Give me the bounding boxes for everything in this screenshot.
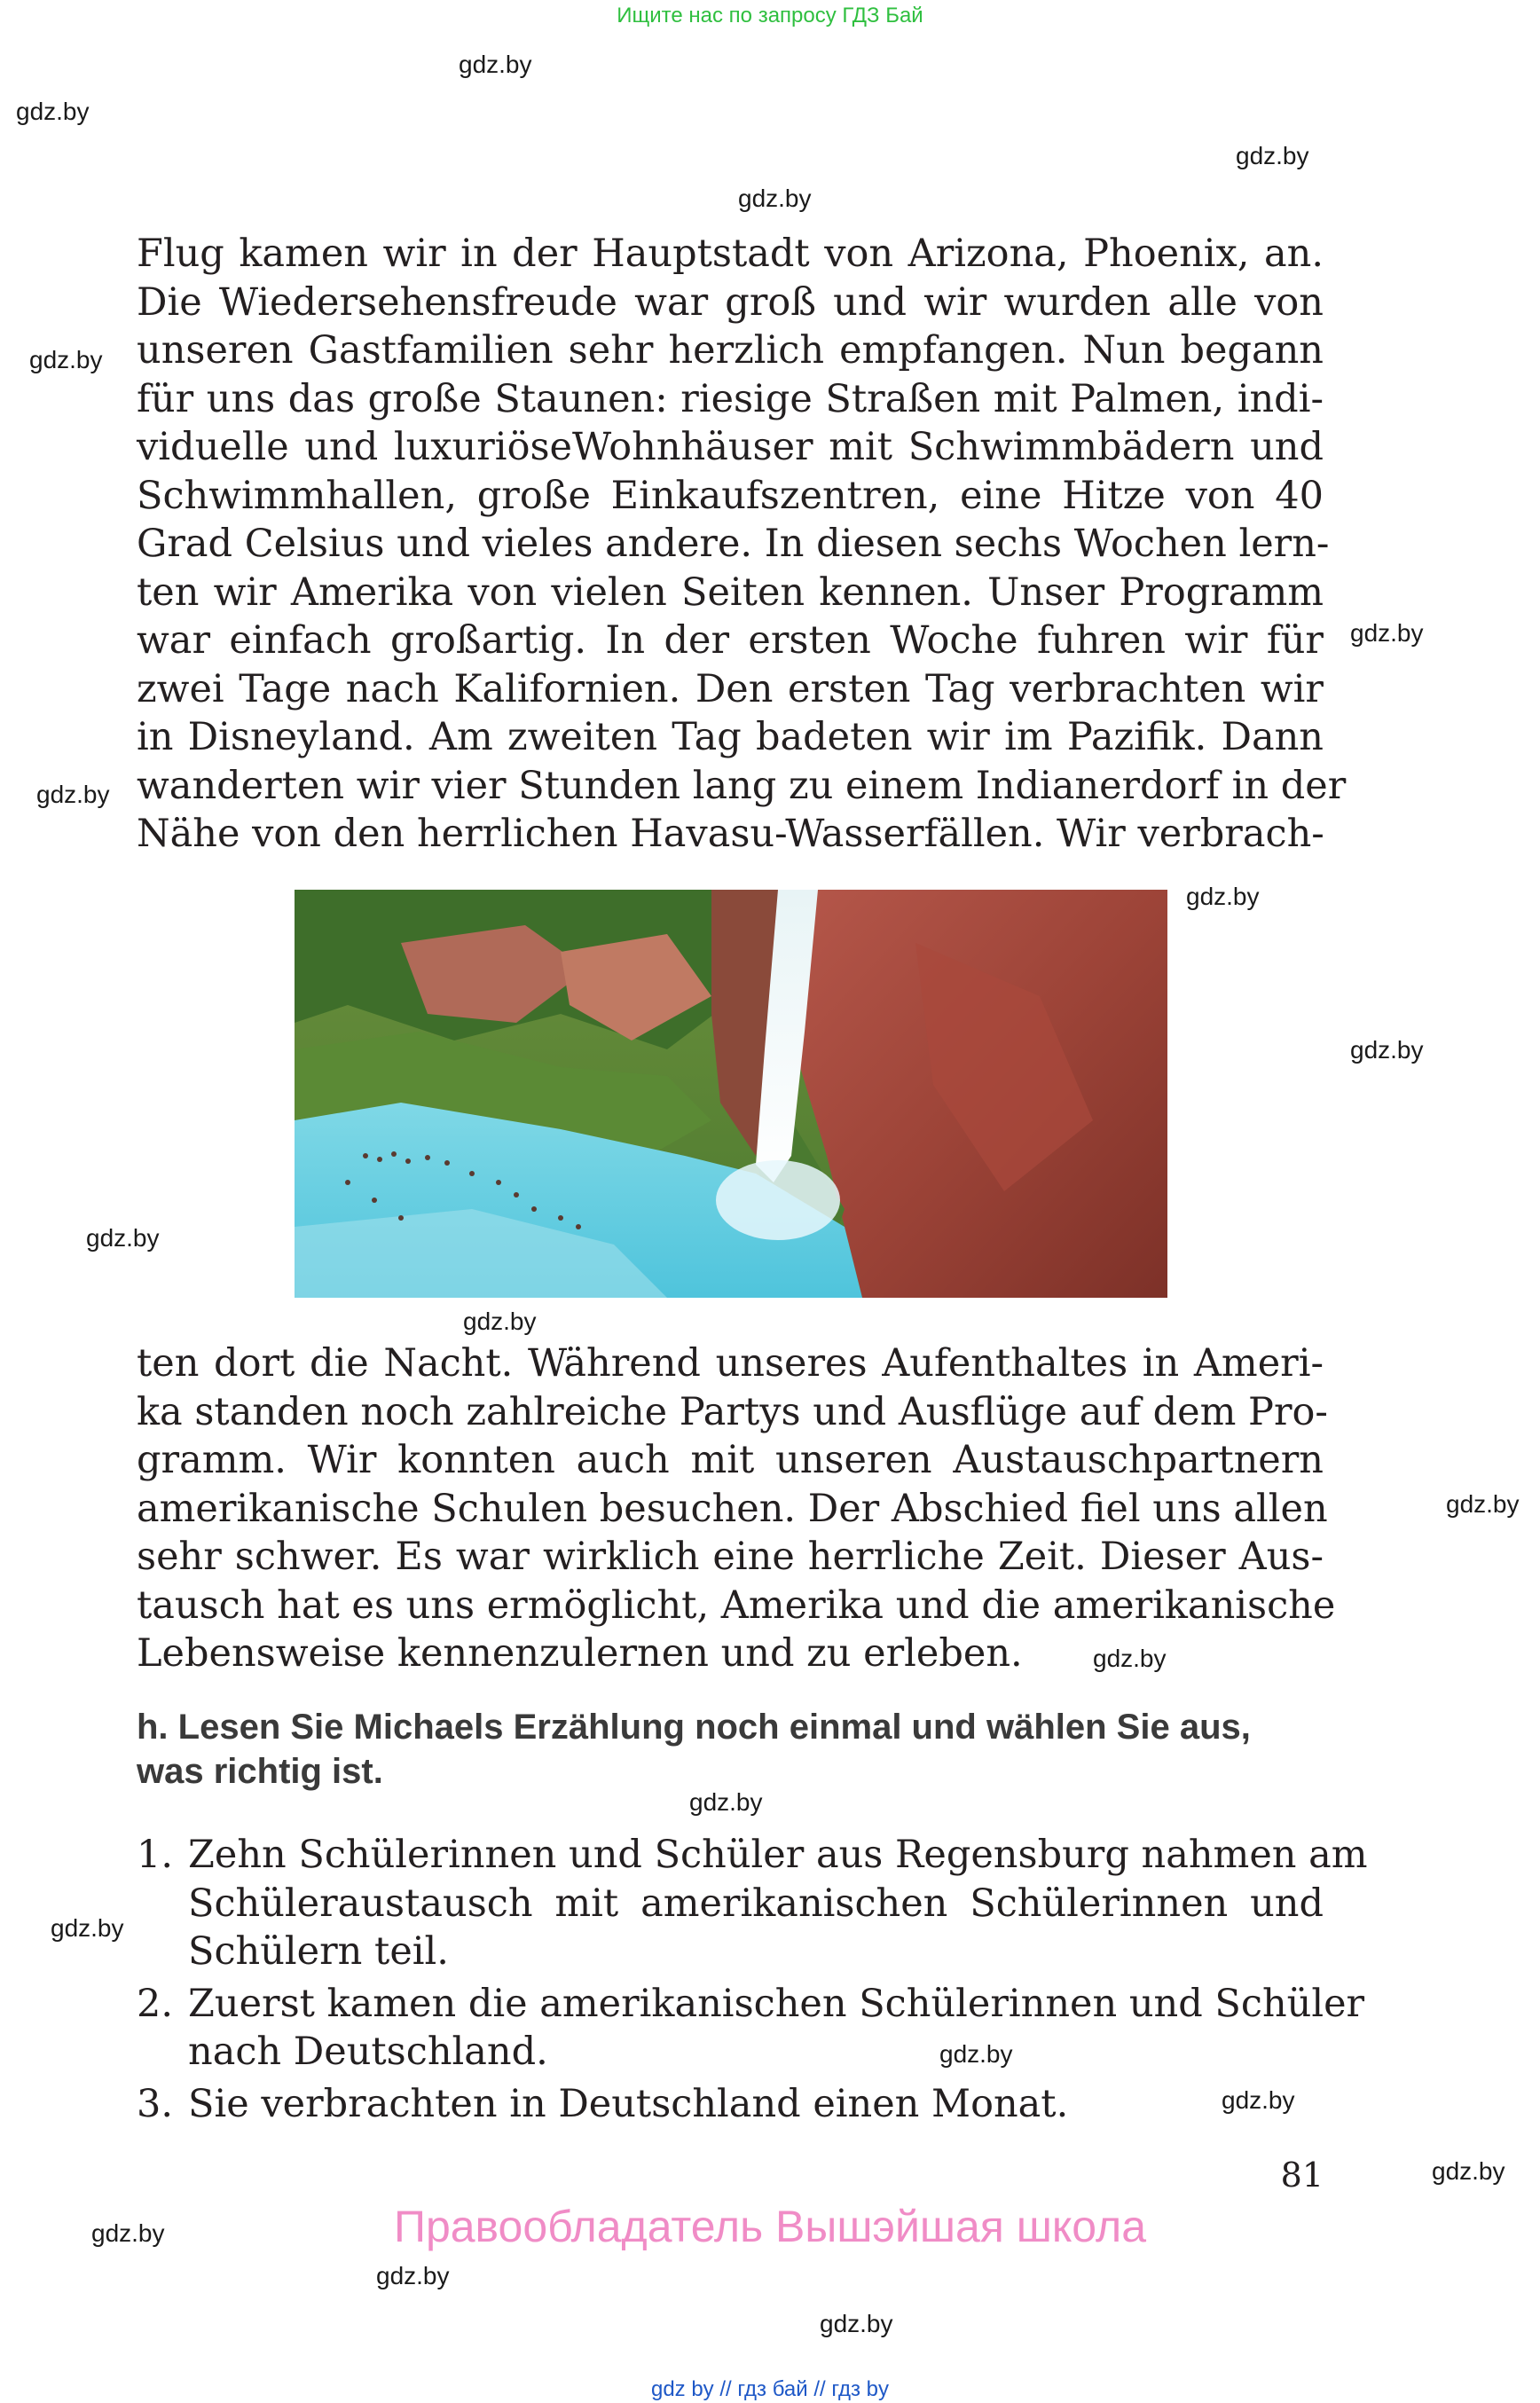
text-line: ten dort die Nacht. Während unseres Aufenthaltes in Ameri- xyxy=(137,1341,1324,1386)
watermark: gdz.by xyxy=(86,1224,160,1252)
text-line: Zehn Schülerinnen und Schüler aus Regensburg nahmen am xyxy=(188,1833,1368,1877)
watermark: gdz.by xyxy=(29,346,103,373)
watermark: gdz.by xyxy=(1186,883,1260,910)
text-line: ten wir Amerika von vielen Seiten kennen. Unser Programm xyxy=(137,569,1324,615)
watermark: gdz.by xyxy=(738,185,812,212)
text-line: in Disneyland. Am zweiten Tag badeten wir im Pazifik. Dann xyxy=(137,715,1324,759)
story-paragraph-2 xyxy=(137,1339,1336,1678)
text-line: Schwimmhallen, große Einkaufszentren, eine Hitze von 40 xyxy=(137,473,1324,518)
text-line: für uns das große Staunen: riesige Straßen mit Palmen, indi- xyxy=(137,376,1324,421)
text-line: unseren Gastfamilien sehr herzlich empfangen. Nun begann xyxy=(137,328,1324,373)
watermark: gdz.by xyxy=(1432,2157,1505,2185)
text-line: tausch hat es uns ermöglicht, Amerika und die amerikanische xyxy=(137,1582,1336,1628)
watermark: gdz.by xyxy=(376,2262,450,2289)
watermark: gdz.by xyxy=(91,2219,165,2247)
watermark: gdz.by xyxy=(820,2310,893,2337)
watermark: gdz.by xyxy=(1350,619,1424,647)
top-banner[interactable]: Ищите нас по запросу ГДЗ Бай xyxy=(617,4,923,27)
text-line: Schülern teil. xyxy=(188,1929,449,1974)
item-number: 2. xyxy=(137,1981,174,2026)
watermark: gdz.by xyxy=(36,781,110,808)
text-line: viduelle und luxuriöseWohnhäuser mit Schwimmbädern und xyxy=(137,425,1324,469)
watermark: gdz.by xyxy=(51,1914,124,1942)
text-line: Schüleraustausch mit amerikanischen Schülerinnen und xyxy=(188,1881,1324,1926)
page-number: 81 xyxy=(1280,2156,1324,2195)
text-line: nach Deutschland. xyxy=(188,2030,548,2074)
watermark: gdz.by xyxy=(459,51,532,78)
task-heading xyxy=(137,1705,1325,1794)
text-line: wanderten wir vier Stunden lang zu einem Indianerdorf in der xyxy=(137,763,1347,808)
list-item xyxy=(137,1831,1368,1976)
story-paragraph-1 xyxy=(137,230,1347,859)
text-line: Zuerst kamen die amerikanischen Schülerinnen und Schüler xyxy=(188,1981,1365,2026)
statement-list xyxy=(137,1831,1368,2132)
text-line: gramm. Wir konnten auch mit unseren Austauschpartnern xyxy=(137,1438,1324,1482)
task-heading-line: was richtig ist. xyxy=(137,1752,383,1791)
item-number: 3. xyxy=(137,2081,174,2126)
list-item xyxy=(137,2080,1324,2129)
watermark: gdz.by xyxy=(689,1788,763,1816)
waterfall-photo xyxy=(295,890,1167,1298)
task-heading-line: h. Lesen Sie Michaels Erzählung noch einmal und wählen Sie aus, xyxy=(137,1708,1251,1747)
item-number: 1. xyxy=(137,1833,174,1877)
text-line: Sie verbrachten in Deutschland einen Monat. xyxy=(188,2081,1069,2126)
text-line: zwei Tage nach Kalifornien. Den ersten Tag verbrachten wir xyxy=(137,666,1324,711)
watermark: gdz.by xyxy=(1350,1036,1424,1064)
text-line: Die Wiedersehensfreude war groß und wir wurden alle von xyxy=(137,279,1324,325)
text-line: Nähe von den herrlichen Havasu-Wasserfällen. Wir verbrach- xyxy=(137,812,1324,856)
text-line: ka standen noch zahlreiche Partys und Ausflüge auf dem Pro- xyxy=(137,1389,1328,1434)
watermark: gdz.by xyxy=(939,2040,1013,2068)
text-line: Grad Celsius und vieles andere. In diesen sechs Wochen lern- xyxy=(137,522,1330,566)
list-item xyxy=(137,1980,1365,2077)
watermark: gdz.by xyxy=(1446,1490,1520,1518)
copyright-notice: Правообладатель Вышэйшая школа xyxy=(394,2202,1146,2251)
watermark: gdz.by xyxy=(1222,2086,1295,2114)
watermark: gdz.by xyxy=(1093,1645,1167,1672)
text-line: Lebensweise kennenzulernen und zu erleben. xyxy=(137,1631,1023,1676)
text-line: Flug kamen wir in der Hauptstadt von Arizona, Phoenix, an. xyxy=(137,232,1324,276)
footer-links[interactable]: gdz by // гдз бай // гдз by xyxy=(650,2377,890,2401)
text-line: sehr schwer. Es war wirklich eine herrliche Zeit. Dieser Aus- xyxy=(137,1535,1324,1579)
watermark: gdz.by xyxy=(16,98,90,125)
watermark: gdz.by xyxy=(463,1308,537,1335)
text-line: amerikanische Schulen besuchen. Der Abschied fiel uns allen xyxy=(137,1486,1328,1531)
text-line: war einfach großartig. In der ersten Woche fuhren wir für xyxy=(137,618,1324,663)
watermark: gdz.by xyxy=(1236,142,1309,169)
